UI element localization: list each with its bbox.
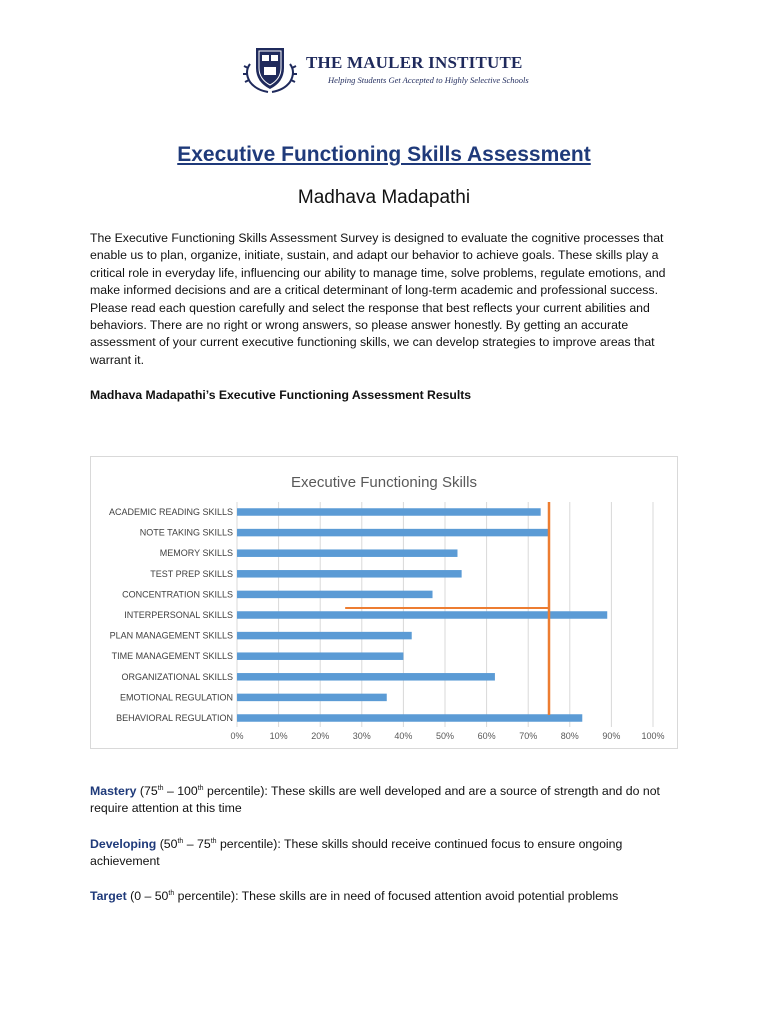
legend-developing <box>90 836 682 871</box>
bar-layer <box>237 508 607 722</box>
category-label: ORGANIZATIONAL SKILLS <box>121 671 233 682</box>
bar <box>237 570 462 578</box>
chart-title: Executive Functioning Skills <box>291 474 477 491</box>
x-tick-label: 10% <box>269 731 288 741</box>
institute-name: THE MAULER INSTITUTE <box>306 53 523 72</box>
category-label: ACADEMIC READING SKILLS <box>108 507 233 517</box>
x-tick-label: 50% <box>435 731 455 741</box>
bar <box>237 632 412 640</box>
category-label: CONCENTRATION SKILLS <box>122 589 233 600</box>
mastery-term: Mastery <box>90 784 137 798</box>
bar <box>237 591 433 599</box>
executive-functioning-chart <box>91 457 677 748</box>
results-heading: Madhava Madapathi’s Executive Functioning Assessment Results <box>90 388 472 402</box>
x-tick-label: 20% <box>311 731 330 741</box>
intro-paragraph: The Executive Functioning Skills Assessment Survey is designed to evaluate the cognitive processes that enable us to plan, organize, initiate, sustain, and adapt our behavior to achieve goals. These skills play a critical role in everyday life, influencing our ability to manage time, solve problems, regulate emotions, and make informed decisions and are a critical determinant of long-term academic and professional success. Please read each question carefully and select the response that best reflects your current abilities and behaviors. There are no right or wrong answers, so please answer honestly. By getting an accurate assessment of your current executive functioning skills, we can develop strategies to improve areas that warrant it. <box>90 231 666 367</box>
bar <box>237 529 549 537</box>
legend-target <box>90 888 682 905</box>
category-label: BEHAVIORAL REGULATION <box>116 713 233 723</box>
bar <box>237 714 582 722</box>
category-label: EMOTIONAL REGULATION <box>119 692 233 703</box>
x-axis-ticks <box>230 731 664 741</box>
bar <box>237 652 403 660</box>
chart-frame <box>90 456 678 749</box>
x-tick-label: 100% <box>641 731 665 741</box>
institute-tagline: Helping Students Get Accepted to Highly Selective Schools <box>328 75 529 85</box>
x-tick-label: 40% <box>394 731 413 741</box>
mastery-range-open: (75 <box>139 784 158 798</box>
bar <box>237 549 457 557</box>
x-tick-label: 30% <box>352 731 371 741</box>
bar <box>237 611 607 619</box>
bar <box>237 694 387 702</box>
crest-icon <box>240 42 300 94</box>
institute-logo <box>240 42 540 94</box>
student-name: Madhava Madapathi <box>297 187 471 208</box>
developing-term: Developing <box>90 837 157 851</box>
page-title: Executive Functioning Skills Assessment <box>177 143 591 166</box>
target-range-open: (0 – 50 <box>130 889 169 903</box>
mastery-range-mid: – 100 <box>163 784 198 798</box>
bar <box>237 673 495 681</box>
developing-sup-1: th <box>177 837 184 845</box>
category-label: PLAN MANAGEMENT SKILLS <box>109 630 233 641</box>
developing-range-mid: – 75 <box>183 837 211 851</box>
bar <box>237 508 541 516</box>
category-labels <box>109 507 233 723</box>
legend-mastery <box>90 783 682 818</box>
x-tick-label: 0% <box>230 731 244 741</box>
category-label: TIME MANAGEMENT SKILLS <box>111 651 233 662</box>
x-tick-label: 60% <box>477 731 496 741</box>
x-tick-label: 70% <box>519 731 538 741</box>
category-label: NOTE TAKING SKILLS <box>139 527 233 538</box>
category-label: INTERPERSONAL SKILLS <box>124 610 233 620</box>
target-term: Target <box>90 889 127 903</box>
mastery-description: percentile): These skills are well developed and are a source of strength and do not require attention at this time <box>90 784 660 816</box>
category-label: TEST PREP SKILLS <box>150 568 233 579</box>
category-label: MEMORY SKILLS <box>159 548 233 559</box>
developing-description: percentile): These skills should receive continued focus to ensure ongoing achievement <box>90 837 623 869</box>
x-tick-label: 80% <box>560 731 579 741</box>
mastery-sup-2: th <box>197 784 204 792</box>
x-tick-label: 90% <box>602 731 621 741</box>
developing-range-open: (50 <box>159 837 178 851</box>
mastery-sup-1: th <box>157 784 164 792</box>
target-sup: th <box>168 889 175 897</box>
developing-sup-2: th <box>210 837 217 845</box>
target-description: percentile): These skills are in need of focused attention avoid potential problems <box>174 889 619 903</box>
